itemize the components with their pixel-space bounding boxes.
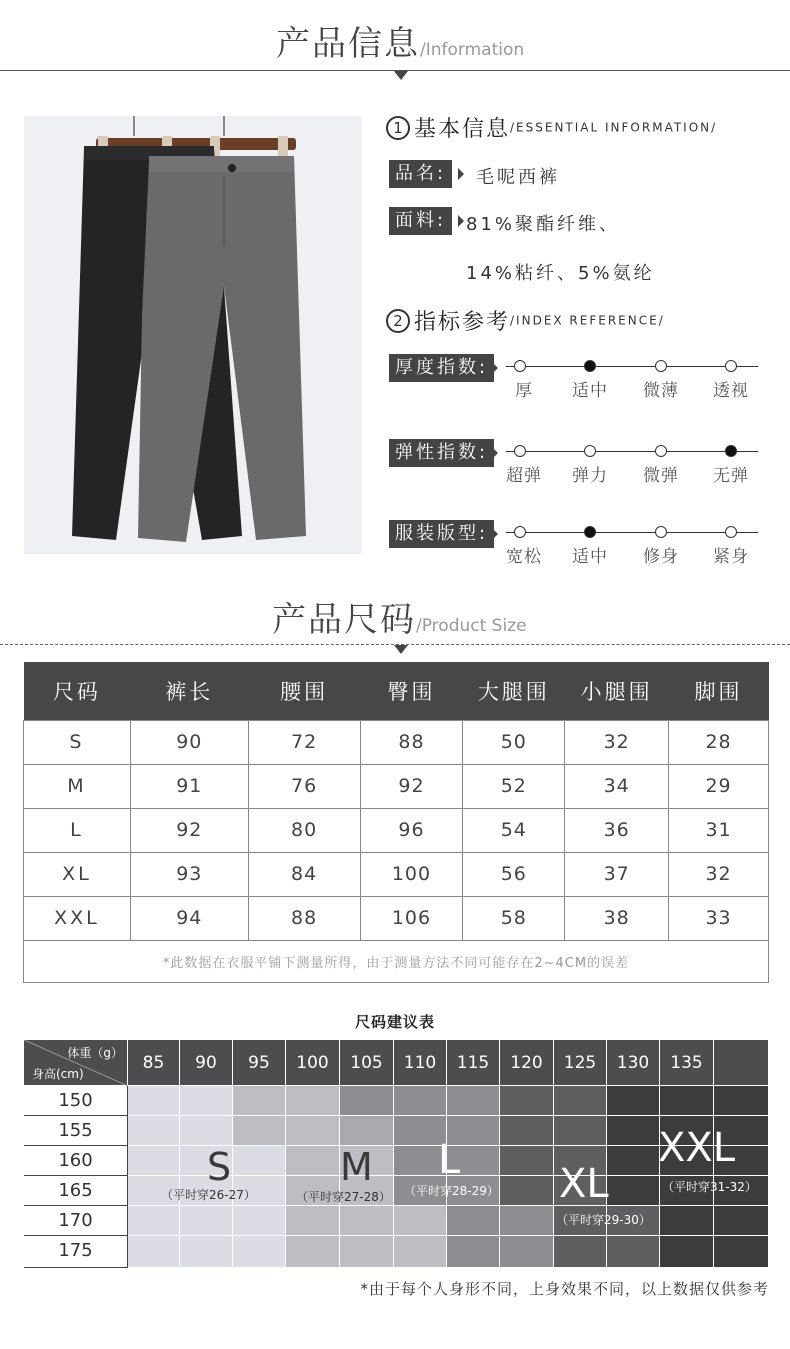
scale-dot: [514, 360, 526, 372]
size-table-header: 裤长: [130, 662, 248, 720]
size-cell: XXL: [24, 896, 131, 940]
grid-cell: [607, 1236, 660, 1268]
weight-header: 130: [607, 1040, 660, 1086]
weight-header: 90: [180, 1040, 233, 1086]
height-label: 175: [24, 1236, 128, 1268]
scale-line: [506, 532, 758, 533]
size-label-m: M: [340, 1145, 373, 1189]
grid-cell: [128, 1206, 180, 1236]
size-table-header: 脚围: [669, 662, 769, 720]
weight-header: 115: [447, 1040, 500, 1086]
scale-tag: 服装版型:: [389, 520, 494, 548]
grid-cell: [233, 1116, 286, 1146]
info-title-cn: 产品信息: [276, 24, 420, 64]
scale-dot: [514, 445, 526, 457]
size-table-header: 小腿围: [565, 662, 669, 720]
grid-cell: [340, 1086, 394, 1116]
grid-cell: [180, 1206, 233, 1236]
grid-cell: [447, 1206, 500, 1236]
grid-cell: [714, 1206, 769, 1236]
height-label: 150: [24, 1086, 128, 1116]
grid-cell: [554, 1116, 607, 1146]
scale-dot: [725, 360, 737, 372]
measure-cell: 38: [565, 896, 669, 940]
weight-header: 120: [500, 1040, 554, 1086]
size-table-header: 大腿围: [463, 662, 565, 720]
size-note: （平时穿29-30）: [556, 1213, 651, 1227]
measure-cell: 58: [463, 896, 565, 940]
grid-cell: [607, 1146, 660, 1176]
grid-cell: [714, 1086, 769, 1116]
scale-dot: [725, 526, 737, 538]
size-cell: M: [24, 764, 131, 808]
scale-dot-selected: [725, 445, 737, 457]
scale-line: [506, 451, 758, 452]
measure-cell: 32: [669, 852, 769, 896]
table-note: *此数据在衣服平铺下测量所得，由于测量方法不同可能存在2~4CM的误差: [24, 940, 769, 982]
grid-cell: [286, 1236, 340, 1268]
table-row: [24, 808, 769, 852]
scale-dot-selected: [584, 526, 596, 538]
grid-cell: [180, 1116, 233, 1146]
measure-cell: 84: [248, 852, 360, 896]
grid-corner: [24, 1040, 128, 1086]
scale-option-label: 厚: [515, 381, 533, 401]
grid-cell: [233, 1206, 286, 1236]
scale-dot: [584, 445, 596, 457]
scale-option-label: 微薄: [643, 381, 679, 401]
tag-arrow-icon: [458, 215, 464, 227]
grid-cell: [286, 1146, 340, 1176]
size-label-s: S: [207, 1145, 232, 1189]
measure-cell: 88: [360, 720, 463, 764]
grid-cell: [394, 1236, 447, 1268]
name-value: 毛呢西裤: [476, 167, 560, 188]
table-row: [24, 852, 769, 896]
measure-cell: 96: [360, 808, 463, 852]
scale-option-label: 适中: [572, 547, 608, 567]
grid-cell: [660, 1086, 714, 1116]
scale-tag: 弹性指数:: [389, 439, 494, 467]
measure-cell: 29: [669, 764, 769, 808]
number-two-icon: 2: [386, 309, 410, 333]
grid-cell: [233, 1086, 286, 1116]
down-arrow-icon: [394, 71, 408, 80]
grid-cell: [607, 1086, 660, 1116]
scale-option-label: 透视: [713, 381, 749, 401]
grid-cell: [447, 1236, 500, 1268]
scale-option-label: 微弹: [643, 466, 679, 486]
grid-cell: [286, 1206, 340, 1236]
scale-option-label: 宽松: [506, 547, 542, 567]
measure-cell: 92: [130, 808, 248, 852]
corner-weight-label: 体重（g）: [67, 1046, 123, 1060]
measure-cell: 106: [360, 896, 463, 940]
product-photo: [24, 116, 362, 554]
scale-dot: [655, 360, 667, 372]
scale-line: [506, 366, 758, 367]
tag-arrow-icon: [458, 168, 464, 180]
fabric-line-1: 81%聚酯纤维、: [466, 214, 621, 235]
size-note: （平时穿27-28）: [296, 1190, 391, 1204]
size-section-title: [272, 592, 527, 641]
info-section-title: [276, 16, 524, 65]
scale-dot: [655, 445, 667, 457]
measure-cell: 34: [565, 764, 669, 808]
size-table-header: 腰围: [248, 662, 360, 720]
corner-height-label: 身高(cm): [32, 1067, 84, 1081]
grid-cell: [286, 1116, 340, 1146]
measure-cell: 100: [360, 852, 463, 896]
fabric-tag: 面料:: [389, 207, 452, 235]
measure-cell: 52: [463, 764, 565, 808]
height-label: 155: [24, 1116, 128, 1146]
basic-info-heading: 1 基本信息/ESSENTIAL INFORMATION/: [386, 112, 717, 143]
measure-cell: 56: [463, 852, 565, 896]
scale-option-label: 无弹: [713, 466, 749, 486]
grid-cell: [500, 1206, 554, 1236]
measure-cell: 94: [130, 896, 248, 940]
grid-cell: [607, 1116, 660, 1146]
measure-cell: 54: [463, 808, 565, 852]
size-table-header: 尺码: [24, 662, 131, 720]
measure-cell: 36: [565, 808, 669, 852]
grid-cell: [128, 1086, 180, 1116]
scale-dot-selected: [584, 360, 596, 372]
scale-option-label: 紧身: [713, 547, 749, 567]
measure-cell: 80: [248, 808, 360, 852]
recommend-title: 尺码建议表: [354, 1013, 435, 1031]
grid-cell: [500, 1146, 554, 1176]
measure-cell: 90: [130, 720, 248, 764]
measure-cell: 76: [248, 764, 360, 808]
name-tag: 品名:: [389, 160, 452, 188]
scale-tag: 厚度指数:: [389, 354, 494, 382]
size-cell: S: [24, 720, 131, 764]
grid-cell: [233, 1236, 286, 1268]
grid-cell: [286, 1086, 340, 1116]
grid-cell: [500, 1116, 554, 1146]
grid-cell: [660, 1236, 714, 1268]
grid-cell: [500, 1176, 554, 1206]
trousers-illustration: [24, 116, 362, 554]
measure-cell: 91: [130, 764, 248, 808]
index-heading: 2 指标参考/INDEX REFERENCE/: [386, 305, 665, 336]
grid-cell: [607, 1176, 660, 1206]
size-cell: L: [24, 808, 131, 852]
scale-option-label: 弹力: [572, 466, 608, 486]
table-row: [24, 720, 769, 764]
weight-header: 95: [233, 1040, 286, 1086]
measure-cell: 32: [565, 720, 669, 764]
height-label: 160: [24, 1146, 128, 1176]
size-table-header: 臀围: [360, 662, 463, 720]
number-one-icon: 1: [386, 116, 410, 140]
size-label-xxl: XXL: [658, 1125, 736, 1171]
weight-header: 135: [660, 1040, 714, 1086]
table-note-row: [24, 940, 769, 982]
measure-cell: 92: [360, 764, 463, 808]
measure-cell: 31: [669, 808, 769, 852]
fabric-line-2: 14%粘纤、5%氨纶: [466, 263, 655, 284]
grid-cell: [500, 1236, 554, 1268]
table-row: [24, 896, 769, 940]
grid-cell: [394, 1086, 447, 1116]
weight-header: 125: [554, 1040, 607, 1086]
size-title-en: /Product Size: [416, 616, 527, 636]
measure-cell: 37: [565, 852, 669, 896]
tag-arrow-icon: [492, 447, 498, 459]
measure-cell: 28: [669, 720, 769, 764]
grid-cell: [554, 1236, 607, 1268]
size-label-l: L: [438, 1137, 461, 1183]
grid-cell: [500, 1086, 554, 1116]
measure-cell: 72: [248, 720, 360, 764]
measure-cell: 33: [669, 896, 769, 940]
grid-cell: [128, 1146, 180, 1176]
size-cell: XL: [24, 852, 131, 896]
grid-cell: [180, 1086, 233, 1116]
weight-header: 100: [286, 1040, 340, 1086]
grid-cell: [233, 1146, 286, 1176]
measure-cell: 93: [130, 852, 248, 896]
down-arrow-icon: [394, 645, 408, 654]
measure-cell: 50: [463, 720, 565, 764]
measure-cell: 88: [248, 896, 360, 940]
footnote: *由于每个人身形不同，上身效果不同，以上数据仅供参考: [360, 1280, 769, 1298]
size-note: （平时穿26-27）: [161, 1188, 256, 1202]
grid-cell: [128, 1116, 180, 1146]
size-recommend-grid: [24, 1040, 769, 1268]
info-title-en: /Information: [420, 40, 525, 60]
size-note: （平时穿28-29）: [404, 1184, 499, 1198]
height-label: 165: [24, 1176, 128, 1206]
grid-cell: [447, 1086, 500, 1116]
size-title-cn: 产品尺码: [272, 600, 416, 640]
grid-cell: [340, 1236, 394, 1268]
grid-cell: [340, 1116, 394, 1146]
grid-cell: [554, 1086, 607, 1116]
size-label-xl: XL: [559, 1161, 609, 1207]
grid-cell: [128, 1236, 180, 1268]
weight-header: [714, 1040, 769, 1086]
grid-cell: [340, 1206, 394, 1236]
tag-arrow-icon: [492, 362, 498, 374]
weight-header: 85: [128, 1040, 180, 1086]
scale-option-label: 修身: [643, 547, 679, 567]
tag-arrow-icon: [492, 528, 498, 540]
weight-header: 110: [394, 1040, 447, 1086]
scale-dot: [655, 526, 667, 538]
grid-cell: [714, 1236, 769, 1268]
scale-option-label: 适中: [572, 381, 608, 401]
weight-header: 105: [340, 1040, 394, 1086]
height-label: 170: [24, 1206, 128, 1236]
size-table: [23, 662, 769, 983]
scale-option-label: 超弹: [506, 466, 542, 486]
scale-dot: [514, 526, 526, 538]
size-note: （平时穿31-32）: [662, 1180, 757, 1194]
grid-cell: [394, 1206, 447, 1236]
grid-cell: [180, 1236, 233, 1268]
grid-cell: [660, 1206, 714, 1236]
table-row: [24, 764, 769, 808]
